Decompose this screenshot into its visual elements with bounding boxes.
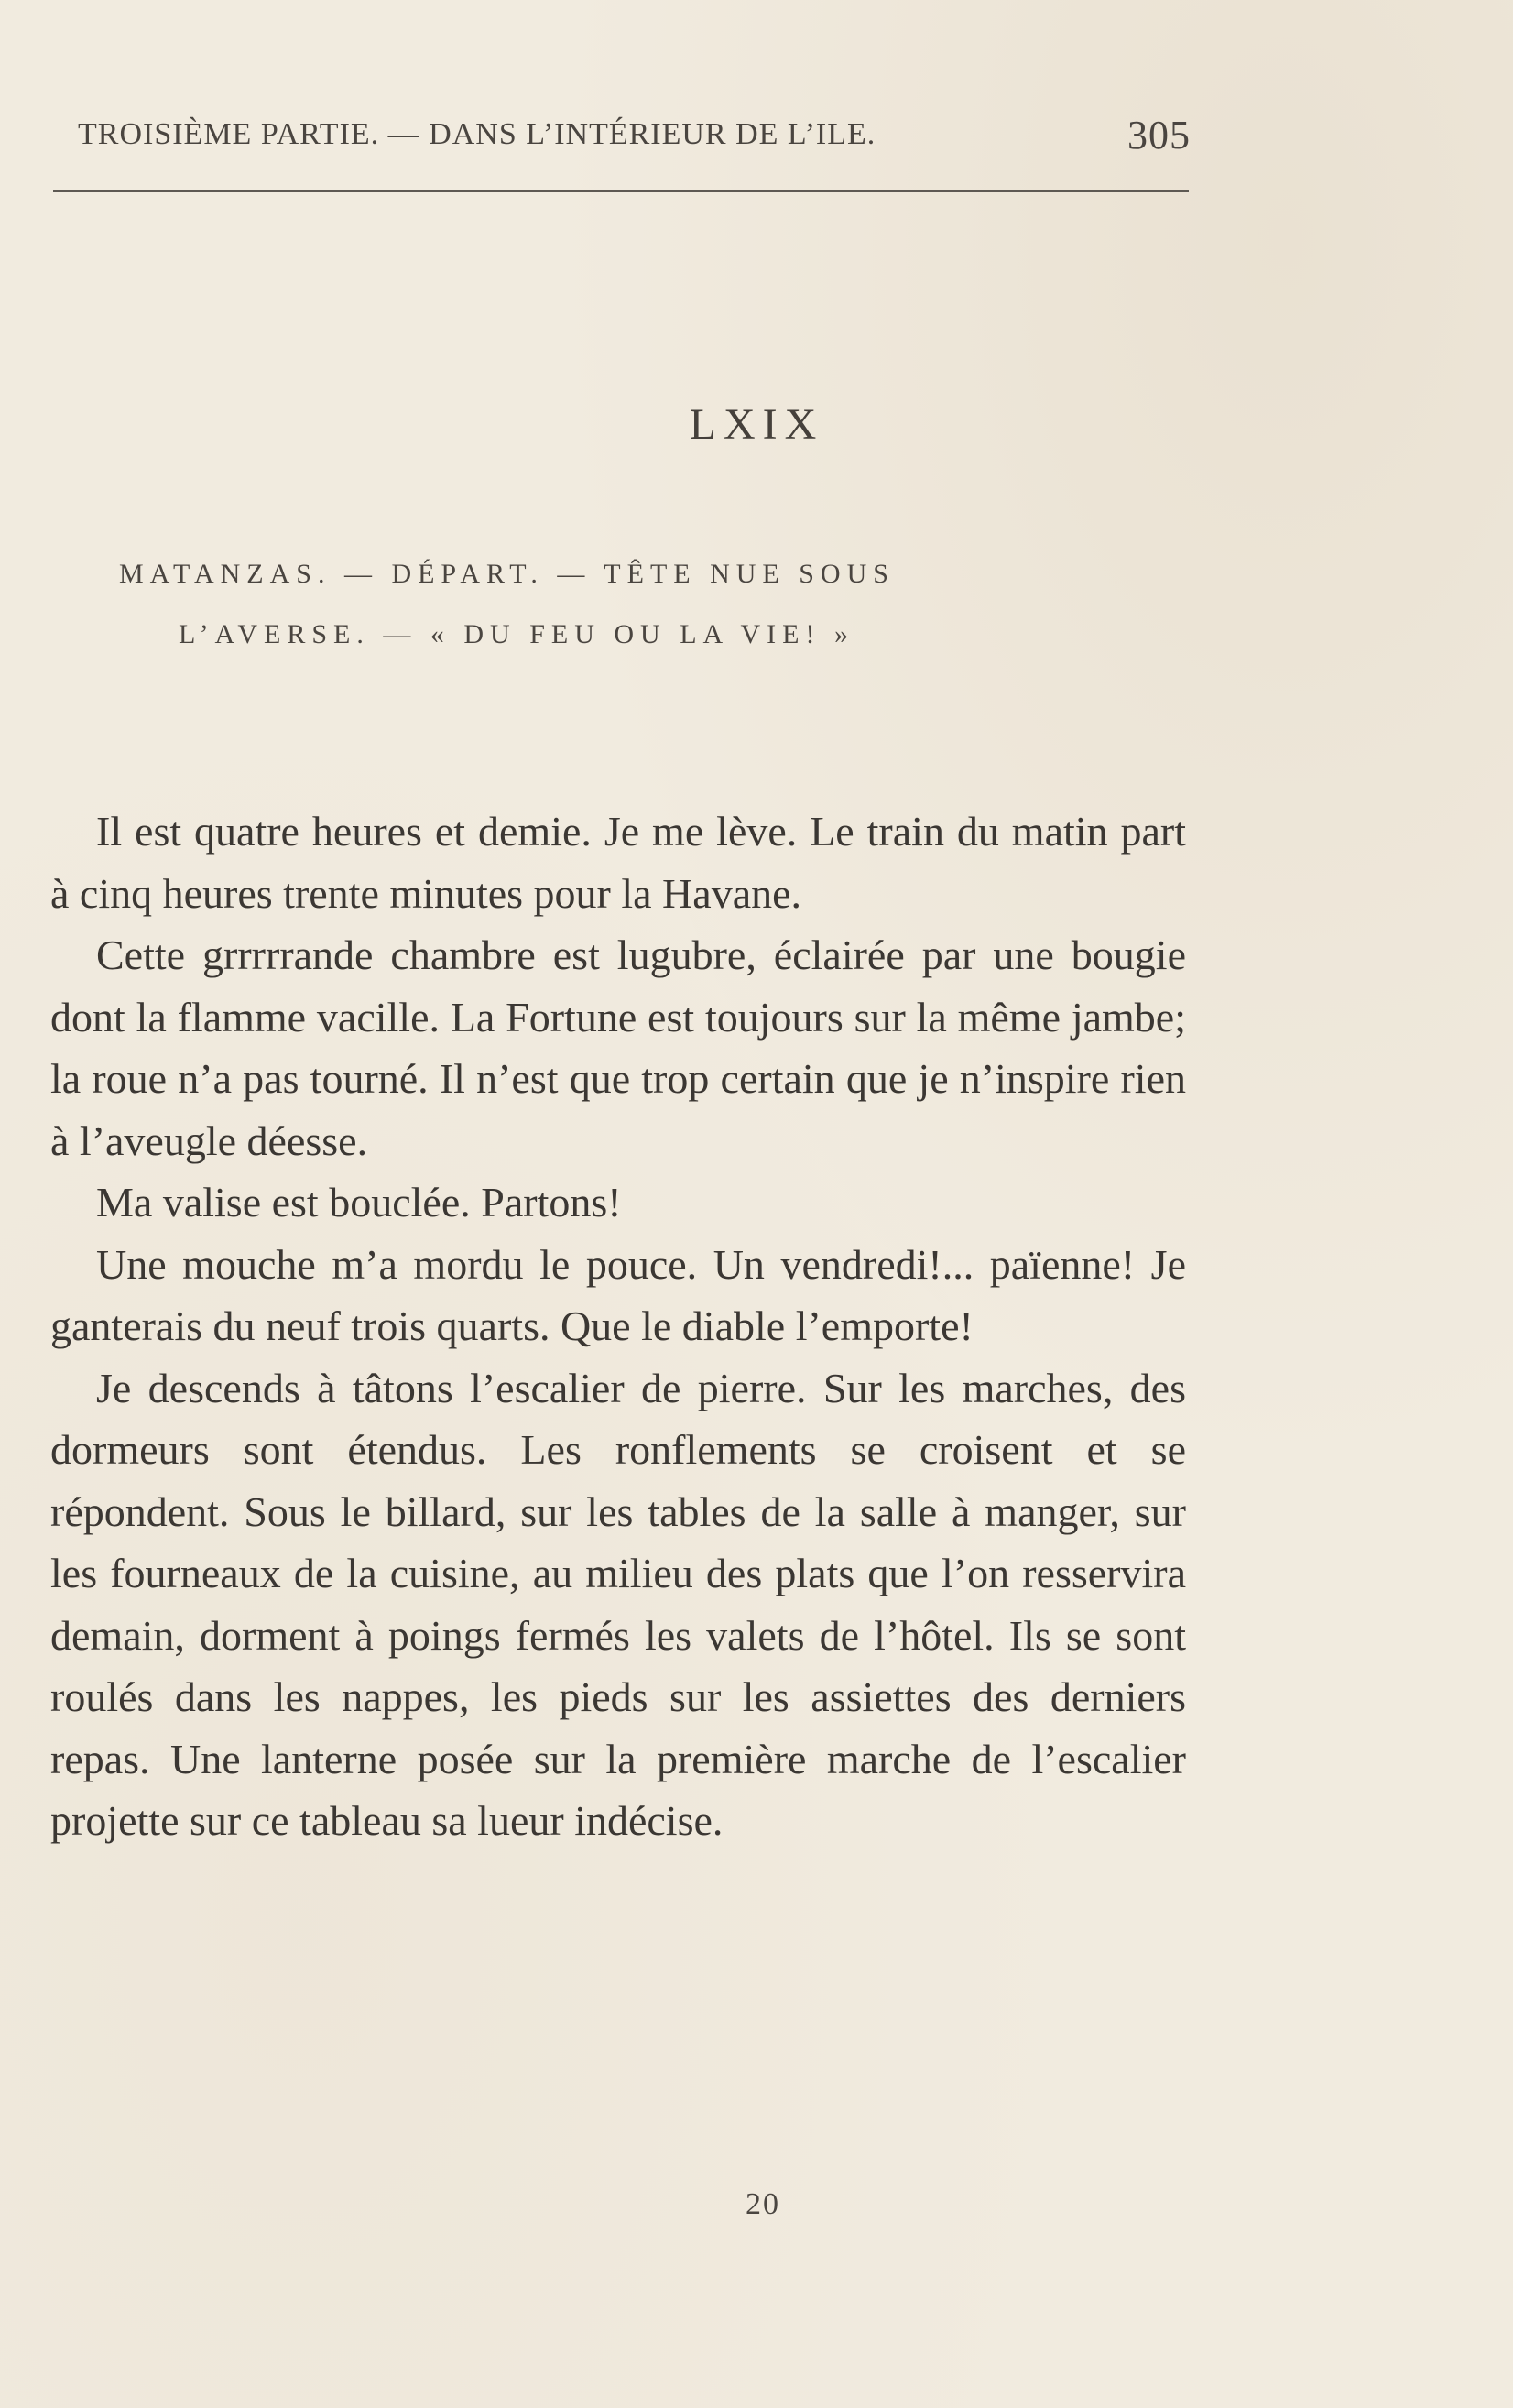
header-rule (53, 190, 1189, 192)
running-head (78, 113, 1191, 161)
running-head-title: TROISIÈME PARTIE. — DANS L’INTÉRIEUR DE L’ILE. (78, 117, 876, 151)
paragraph: Une mouche m’a mordu le pouce. Un vendredi!... païenne! Je ganterais du neuf trois quarts. Que le diable l’emporte! (50, 1240, 1186, 1349)
page-number: 305 (1127, 113, 1191, 158)
chapter-summary-line-2: L’AVERSE. — « DU FEU OU LA VIE! » (179, 619, 854, 649)
paragraph: Il est quatre heures et demie. Je me lève. Le train du matin part à cinq heures trente minutes pour la Havane. (50, 808, 1186, 917)
chapter-summary-line-1: MATANZAS. — DÉPART. — TÊTE NUE SOUS (119, 559, 895, 589)
paragraph: Cette grrrrrande chambre est lugubre, éclairée par une bougie dont la flamme vacille. La Fortune est toujours sur la même jambe; la roue n’a pas tourné. Il n’est que trop certain que je n’inspire rien à l’aveugle déesse. (50, 932, 1186, 1164)
signature-mark: 20 (746, 2187, 780, 2221)
chapter-number: LXIX (689, 400, 824, 449)
paragraph: Ma valise est bouclée. Partons! (96, 1179, 622, 1226)
paragraph: Je descends à tâtons l’escalier de pierre. Sur les marches, des dormeurs sont étendus. Les ronflements se croisent et se répondent. Sous le billard, sur les tables de la salle à manger, sur les fourneaux de la cuisine, au milieu des plats que l’on resservira demain, dorment à poings fermés les valets de l’hôtel. Ils se sont roulés dans les nappes, les pieds sur les assiettes des derniers repas. Une lanterne posée sur la première marche de l’escalier projette sur ce tableau sa lueur indécise. (50, 1364, 1186, 1844)
body-text (50, 801, 1186, 1852)
